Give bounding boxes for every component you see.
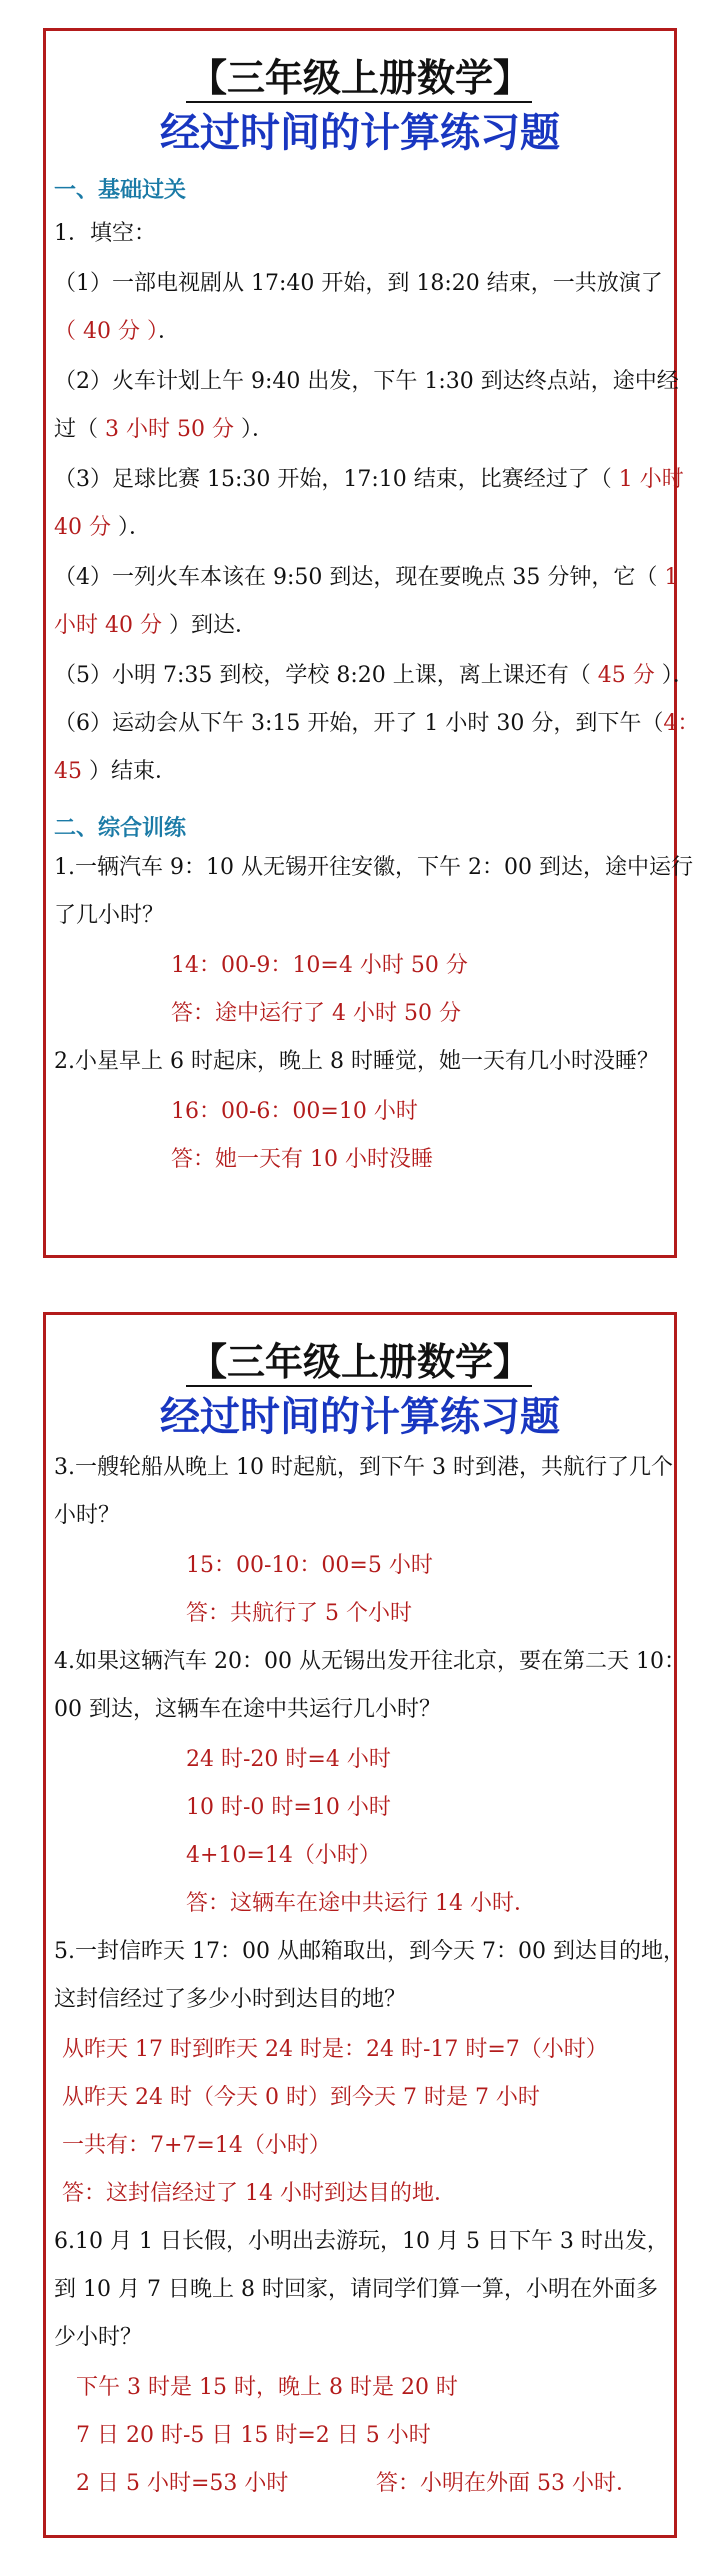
problem-6-calculation-3: 2 日 5 小时=53 小时 xyxy=(76,2471,289,2496)
worksheet-title: 【三年级上册数学】 xyxy=(188,56,531,100)
fill-answer-4b: 小时 40 分 xyxy=(54,613,162,638)
worksheet-subtitle: 经过时间的计算练习题 xyxy=(160,110,560,156)
fill-answer-3a: 1 小时 xyxy=(611,467,684,492)
problem-4-text-cont: 00 到达，这辆车在途中共运行几小时？ xyxy=(54,1697,441,1722)
problem-1-text: 1.一辆汽车 9：10 从无锡开往安徽，下午 2：00 到达，途中运行 xyxy=(54,855,693,880)
problem-4-calculation-3: 4+10=14（小时） xyxy=(186,1843,381,1868)
problem-4-calculation-1: 24 时-20 时=4 小时 xyxy=(186,1747,391,1772)
fill-answer-2: 3 小时 50 分 xyxy=(98,417,234,442)
problem-5-calculation-2: 从昨天 24 时（今天 0 时）到今天 7 时是 7 小时 xyxy=(62,2085,540,2110)
problem-4-text: 4.如果这辆汽车 20：00 从无锡出发开往北京，要在第二天 10： xyxy=(54,1649,686,1674)
worksheet-1: 【三年级上册数学】 经过时间的计算练习题 一、基础过关 1．填空： （1）一部电视剧从 17:40 开始，到 18:20 结束，一共放演了 （ 40 分 ）． （2）火车计划上午 9:40 出发，下午 1:30 到达终点站，途中经 过（ 3 小时 50 分 ）． （3）足球比赛 15:30 开始，17:10 结束，比赛经过了（ 1 小时 40 分 ）． （4）一列火车本该在 9:50 到达，现在要晚点 35 分钟，它（ 1 小时 40 分 ）到达． （5）小明 7:35 到校，学校 8:20 上课，离上课还有（ 45 分 ）． （6）运动会从下午 3:15 开始，开了 1 小时 30 分，到下午（4： 45 ）结束． 二、综合训练 1.一辆汽车 9：10 从无锡开往安徽，下午 2：00 到达，途中运行 了几小时？ 14：00-9：10=4 小时 50 分 答：途中运行了 4 小时 50 分 2.小星早上 6 时起床，晚上 8 时睡觉，她一天有几小时没睡？ 16：00-6：00=10 小时 答：她一天有 10 小时没睡 xyxy=(43,28,677,1258)
problem-5-calculation-1: 从昨天 17 时到昨天 24 时是：24 时-17 时=7（小时） xyxy=(62,2037,608,2062)
problem-3-text-cont: 小时？ xyxy=(54,1503,121,1528)
fill-item-1: （1）一部电视剧从 17:40 开始，到 18:20 结束，一共放演了 xyxy=(54,271,663,296)
question-1-title: 1．填空： xyxy=(54,221,156,246)
fill-item-3: （3）足球比赛 15:30 开始，17:10 结束，比赛经过了（ 1 小时 xyxy=(54,467,684,492)
problem-5-text-cont: 这封信经过了多少小时到达目的地？ xyxy=(54,1987,407,2012)
fill-answer-3b: 40 分 xyxy=(54,515,111,540)
section-heading-basic: 一、基础过关 xyxy=(54,178,187,203)
worksheet-title-block xyxy=(46,47,674,102)
problem-3-calculation: 15：00-10：00=5 小时 xyxy=(186,1553,433,1578)
problem-3-text: 3.一艘轮船从晚上 10 时起航，到下午 3 时到港，共航行了几个 xyxy=(54,1455,673,1480)
problem-6-text-cont-2: 少小时？ xyxy=(54,2325,143,2350)
problem-6-text: 6.10 月 1 日长假，小明出去游玩，10 月 5 日下午 3 时出发， xyxy=(54,2229,669,2254)
problem-4-answer: 答：这辆车在途中共运行 14 小时． xyxy=(186,1891,536,1916)
problem-5-answer: 答：这封信经过了 14 小时到达目的地． xyxy=(62,2181,456,2206)
problem-1-answer: 答：途中运行了 4 小时 50 分 xyxy=(171,1001,461,1026)
fill-item-5: （5）小明 7:35 到校，学校 8:20 上课，离上课还有（ 45 分 ）． xyxy=(54,663,695,688)
problem-1-text-cont: 了几小时？ xyxy=(54,903,165,928)
fill-item-2: （2）火车计划上午 9:40 出发，下午 1:30 到达终点站，途中经 xyxy=(54,369,679,394)
worksheet-2 xyxy=(43,1312,686,2538)
problem-5-calculation-3: 一共有：7+7=14（小时） xyxy=(62,2133,331,2158)
worksheet-subtitle: 经过时间的计算练习题 xyxy=(160,1394,560,1440)
fill-answer-1: （ 40 分 ） xyxy=(54,319,158,344)
problem-6-answer: 答：小明在外面 53 小时． xyxy=(376,2471,638,2496)
problem-6-text-cont: 到 10 月 7 日晚上 8 时回家，请同学们算一算，小明在外面多 xyxy=(54,2277,658,2302)
problem-1-calculation: 14：00-9：10=4 小时 50 分 xyxy=(171,953,468,978)
fill-answer-6a: 4： xyxy=(663,711,700,736)
problem-2-text: 2.小星早上 6 时起床，晚上 8 时睡觉，她一天有几小时没睡？ xyxy=(54,1049,659,1074)
fill-answer-6b: 45 xyxy=(54,759,82,784)
problem-4-calculation-2: 10 时-0 时=10 小时 xyxy=(186,1795,391,1820)
problem-6-calculation-2: 7 日 20 时-5 日 15 时=2 日 5 小时 xyxy=(76,2423,431,2448)
fill-answer-4a: 1 xyxy=(657,565,679,590)
problem-3-answer: 答：共航行了 5 个小时 xyxy=(186,1601,412,1626)
problem-5-text: 5.一封信昨天 17：00 从邮箱取出，到今天 7：00 到达目的地， xyxy=(54,1939,685,1964)
fill-item-6: （6）运动会从下午 3:15 开始，开了 1 小时 30 分，到下午（4： xyxy=(54,711,700,736)
worksheet-title-block xyxy=(46,1331,674,1386)
section-heading-comprehensive: 二、综合训练 xyxy=(54,816,187,841)
problem-2-answer: 答：她一天有 10 小时没睡 xyxy=(171,1147,433,1172)
problem-6-calculation-1: 下午 3 时是 15 时，晚上 8 时是 20 时 xyxy=(76,2375,458,2400)
problem-2-calculation: 16：00-6：00=10 小时 xyxy=(171,1099,418,1124)
worksheet-title: 【三年级上册数学】 xyxy=(188,1340,531,1384)
fill-item-4: （4）一列火车本该在 9:50 到达，现在要晚点 35 分钟，它（ 1 xyxy=(54,565,679,590)
fill-answer-5: 45 分 xyxy=(590,663,655,688)
